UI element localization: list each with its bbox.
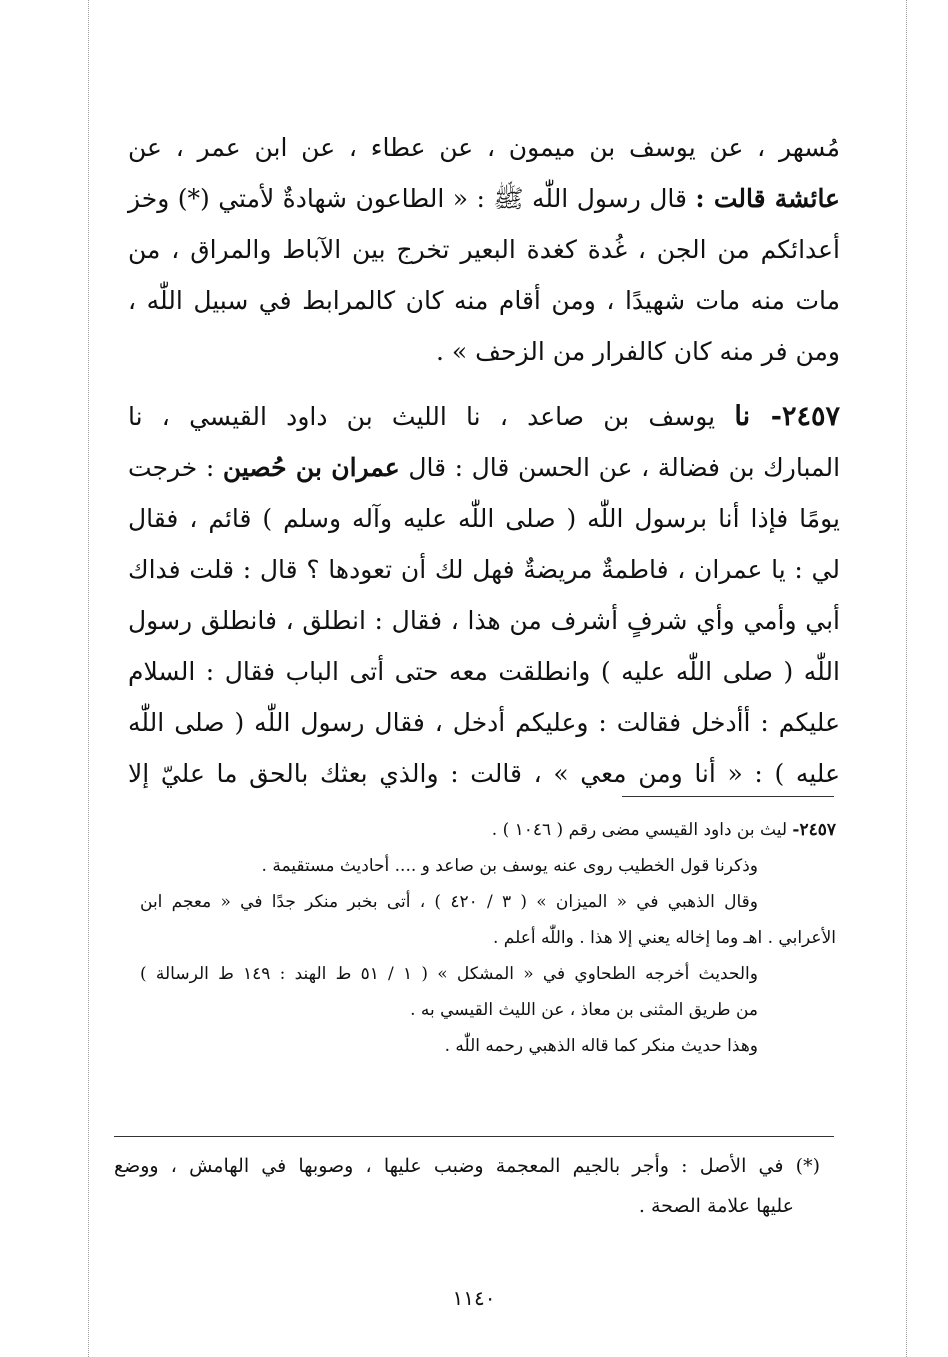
note-line-1-text: ليث بن داود القيسي مضى رقم ( ١٠٤٦ ) . [491,820,787,840]
hadith-notes [140,812,836,1064]
note-line-6: من طريق المثنى بن معاذ ، عن الليث القيسي به . [410,1000,758,1020]
main-line-6-text: يوسف بن صاعد ، نا الليث بن داود القيسي ، نا [128,402,716,431]
footnote-line-1 [114,1146,820,1186]
footnote-marker: (*) [795,1155,820,1177]
note-line-3: وقال الذهبي في « الميزان » ( ٣ / ٤٢٠ ) ، أتى بخبر منكر جدًا في « معجم ابن [140,892,759,912]
main-line-6 [128,391,840,442]
main-line-12: عليكم : أأدخل فقالت : وعليكم أدخل ، فقال رسول اللّٰه ( صلى اللّٰه [128,708,840,737]
footnote-line-2: عليها علامة الصحة . [638,1195,794,1217]
main-line-7 [128,442,840,493]
narrator-imran: عمران بن حُصين [222,453,400,482]
note-line-4: الأعرابي . اهـ وما إخاله يعني إلا هذا . واللّٰه أعلم . [492,928,836,948]
main-line-2-text: قال رسول اللّٰه ﷺ : « الطاعون شهادةٌ لأمتي (*) وخز [128,184,687,213]
main-line-5: ومن فر منه كان كالفرار من الزحف » . [436,337,840,366]
footnote [114,1146,820,1226]
scan-margin-line-right [906,0,907,1357]
main-text-block [128,122,840,799]
footnote-separator-rule [114,1136,834,1137]
main-line-7-end: : خرجت [128,453,215,482]
notes-separator-rule [622,796,834,797]
main-line-4: مات منه مات شهيدًا ، ومن أقام منه كان كالمرابط في سبيل اللّٰه ، [128,286,840,315]
page-number: ١١٤٠ [452,1286,496,1310]
note-line-1 [140,812,836,848]
main-line-1: مُسهر ، عن يوسف بن ميمون ، عن عطاء ، عن ابن عمر ، عن [128,133,840,162]
main-line-7-text: المبارك بن فضالة ، عن الحسن قال : قال [408,453,841,482]
note-line-5: والحديث أخرجه الطحاوي في « المشكل » ( ١ / ٥١ ط الهند : ١٤٩ ط الرسالة ) [140,964,758,984]
main-line-9: لي : يا عمران ، فاطمةٌ مريضةٌ فهل لك أن تعودها ؟ قال : قلت فداك [128,555,840,584]
hadith-number: ٢٤٥٧- نا [734,401,840,432]
main-line-2 [128,173,840,224]
main-line-10: أبي وأمي وأي شرفٍ أشرف من هذا ، فقال : انطلق ، فانطلق رسول [128,606,840,635]
main-line-13: عليه ) : « أنا ومن معي » ، قالت : والذي بعثك بالحق ما عليّ إلا [128,759,840,788]
footnote-line-1-text: في الأصل : وأجر بالجيم المعجمة وضبب عليها ، وصوبها في الهامش ، ووضع [114,1155,784,1177]
note-line-7: وهذا حديث منكر كما قاله الذهبي رحمه اللّٰه . [444,1036,758,1056]
note-number: ٢٤٥٧- [792,820,836,840]
narrator-aisha: عائشة قالت : [695,184,840,213]
main-line-8: يومًا فإذا أنا برسول اللّٰه ( صلى اللّٰه عليه وآله وسلم ) قائم ، فقال [128,504,840,533]
main-line-3: أعدائكم من الجن ، غُدة كغدة البعير تخرج بين الآباط والمراق ، من [128,235,840,264]
scan-margin-line-left [88,0,89,1357]
main-line-11: اللّٰه ( صلى اللّٰه عليه ) وانطلقت معه حتى أتى الباب فقال : السلام [128,657,840,686]
note-line-2: وذكرنا قول الخطيب روى عنه يوسف بن صاعد و .... أحاديث مستقيمة . [261,856,758,876]
